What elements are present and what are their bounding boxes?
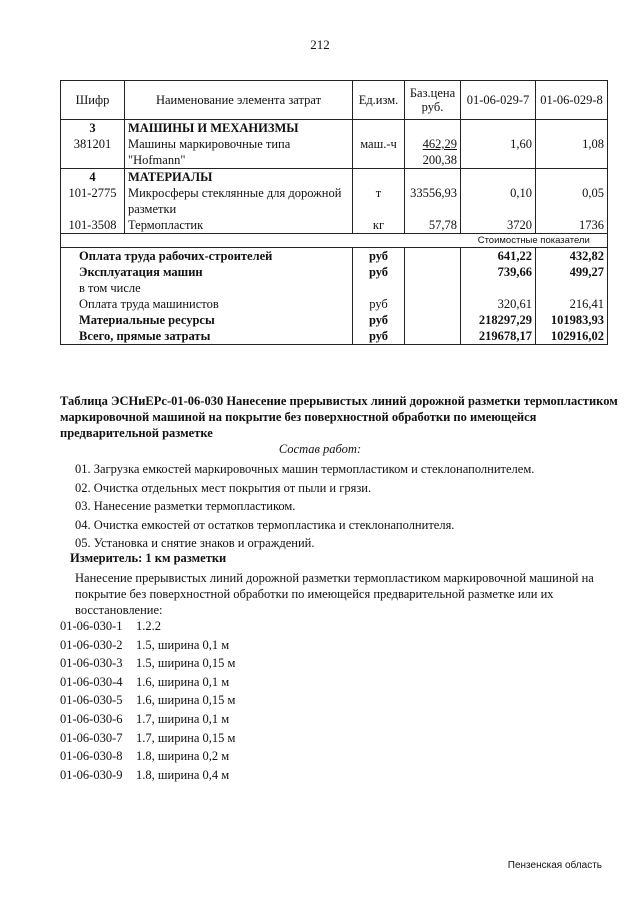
list-item xyxy=(60,691,235,710)
summary-value-1: 320,61 xyxy=(461,296,536,312)
item-code: 01-06-030-9 xyxy=(60,767,123,782)
cost-indicators-caption-row xyxy=(61,234,608,248)
summary-row xyxy=(61,280,608,296)
item-text: 1.7, ширина 0,15 м xyxy=(136,730,236,745)
row-name: Машины маркировочные типа "Hofmann" xyxy=(125,136,353,169)
row-value-1: 1,60 xyxy=(461,136,536,169)
item-code: 01-06-030-3 xyxy=(60,656,123,671)
header-name: Наименование элемента затрат xyxy=(125,81,353,120)
summary-row xyxy=(61,296,608,312)
list-item xyxy=(60,654,235,673)
header-col-029-7: 01-06-029-7 xyxy=(461,81,536,120)
summary-value-2: 216,41 xyxy=(536,296,608,312)
table-title: Таблица ЭСНиЕРс-01-06-030 Нанесение прерывистых линий дорожной разметки термопластиком маркировочной машиной на покрытие без поверхностной обработки по имеющейся предварительной разметке xyxy=(60,394,618,440)
summary-value-1 xyxy=(461,280,536,296)
table-header-row xyxy=(61,81,608,120)
summary-value-2: 102916,02 xyxy=(536,328,608,345)
row-price: 57,78 xyxy=(405,217,461,234)
summary-value-2: 499,27 xyxy=(536,264,608,280)
row-price xyxy=(405,136,461,169)
row-unit: кг xyxy=(353,217,405,234)
row-price: 33556,93 xyxy=(405,185,461,217)
summary-row xyxy=(61,328,608,345)
table-row xyxy=(61,217,608,234)
summary-name: в том числе xyxy=(61,280,353,296)
list-item xyxy=(60,617,235,636)
header-code: Шифр xyxy=(61,81,125,120)
summary-row xyxy=(61,264,608,280)
row-value-1: 3720 xyxy=(461,217,536,234)
summary-unit: руб xyxy=(353,312,405,328)
list-item: 01. Загрузка емкостей маркировочных машин термопластиком и стеклонаполнителем. xyxy=(75,462,535,476)
list-item: 04. Очистка емкостей от остатков термопластика и стеклонаполнителя. xyxy=(75,517,455,532)
summary-value-2 xyxy=(536,280,608,296)
summary-value-1: 641,22 xyxy=(461,248,536,265)
section-number: 4 xyxy=(61,169,125,186)
summary-row xyxy=(61,312,608,328)
cost-indicators-caption: Стоимостные показатели xyxy=(461,234,608,248)
row-name: Термопластик xyxy=(125,217,353,234)
row-value-2: 1736 xyxy=(536,217,608,234)
measure-unit: Измеритель: 1 км разметки xyxy=(70,551,227,565)
summary-unit: руб xyxy=(353,264,405,280)
row-code: 101-2775 xyxy=(61,185,125,217)
item-code: 01-06-030-7 xyxy=(60,730,123,745)
summary-name: Материальные ресурсы xyxy=(61,312,353,328)
price-denominator: 200,38 xyxy=(422,153,457,167)
item-code: 01-06-030-4 xyxy=(60,674,123,689)
summary-row xyxy=(61,248,608,265)
list-item xyxy=(60,729,235,748)
summary-value-2: 432,82 xyxy=(536,248,608,265)
list-item xyxy=(60,673,235,692)
row-value-2: 0,05 xyxy=(536,185,608,217)
section-machines-title xyxy=(61,120,608,137)
table-row xyxy=(61,185,608,217)
table-row xyxy=(61,136,608,169)
item-text: 1.5, ширина 0,15 м xyxy=(136,656,236,671)
work-list xyxy=(75,460,615,553)
summary-unit: руб xyxy=(353,328,405,345)
footer-region: Пензенская область xyxy=(507,860,602,871)
header-unit: Ед.изм. xyxy=(353,81,405,120)
row-name: Микросферы стеклянные для дорожной разметки xyxy=(125,185,353,217)
price-numerator: 462,29 xyxy=(422,137,457,151)
row-unit: т xyxy=(353,185,405,217)
code-list xyxy=(60,617,235,784)
section-materials-title xyxy=(61,169,608,186)
resource-table xyxy=(60,80,608,345)
item-code: 01-06-030-2 xyxy=(60,637,123,652)
item-code: 01-06-030-5 xyxy=(60,693,123,708)
item-code: 01-06-030-6 xyxy=(60,711,123,726)
list-item: 05. Установка и снятие знаков и ограждений. xyxy=(75,536,315,550)
description: Нанесение прерывистых линий дорожной разметки термопластиком маркировочной машиной на покрытие без поверхностной обработки по имеющейся предварительной разметке или их восстановление: xyxy=(75,571,594,617)
list-item xyxy=(60,710,235,729)
item-text: 1.8, ширина 0,2 м xyxy=(136,749,230,764)
summary-name: Оплата труда машинистов xyxy=(61,296,353,312)
summary-value-2: 101983,93 xyxy=(536,312,608,328)
summary-value-1: 219678,17 xyxy=(461,328,536,345)
list-item xyxy=(60,747,235,766)
header-base-price: Баз.цена руб. xyxy=(405,81,461,120)
row-value-2: 1,08 xyxy=(536,136,608,169)
section-title: МАШИНЫ И МЕХАНИЗМЫ xyxy=(125,120,353,137)
summary-name: Эксплуатация машин xyxy=(61,264,353,280)
row-code: 101-3508 xyxy=(61,217,125,234)
header-col-029-8: 01-06-029-8 xyxy=(536,81,608,120)
item-text: 1.2.2 xyxy=(136,619,161,633)
list-item: 02. Очистка отдельных мест покрытия от пыли и грязи. xyxy=(75,480,372,495)
item-code: 01-06-030-8 xyxy=(60,749,123,764)
summary-value-1: 739,66 xyxy=(461,264,536,280)
page-number: 212 xyxy=(310,37,330,52)
summary-unit: руб xyxy=(353,248,405,265)
item-text: 1.8, ширина 0,4 м xyxy=(136,767,230,782)
section-title: МАТЕРИАЛЫ xyxy=(125,169,353,186)
item-text: 1.7, ширина 0,1 м xyxy=(136,711,230,726)
item-text: 1.5, ширина 0,1 м xyxy=(136,637,230,652)
item-code: 01-06-030-1 xyxy=(60,619,123,633)
item-text: 1.6, ширина 0,1 м xyxy=(136,674,230,689)
row-code: 381201 xyxy=(61,136,125,169)
summary-value-1: 218297,29 xyxy=(461,312,536,328)
list-item: 03. Нанесение разметки термопластиком. xyxy=(75,499,296,513)
work-composition-label: Состав работ: xyxy=(278,442,362,456)
summary-unit: руб xyxy=(353,296,405,312)
section-number: 3 xyxy=(61,120,125,137)
item-text: 1.6, ширина 0,15 м xyxy=(136,693,236,708)
row-value-1: 0,10 xyxy=(461,185,536,217)
list-item xyxy=(60,636,235,655)
list-item xyxy=(60,766,235,785)
row-unit: маш.-ч xyxy=(353,136,405,169)
summary-name: Всего, прямые затраты xyxy=(61,328,353,345)
summary-unit xyxy=(353,280,405,296)
summary-name: Оплата труда рабочих-строителей xyxy=(61,248,353,265)
